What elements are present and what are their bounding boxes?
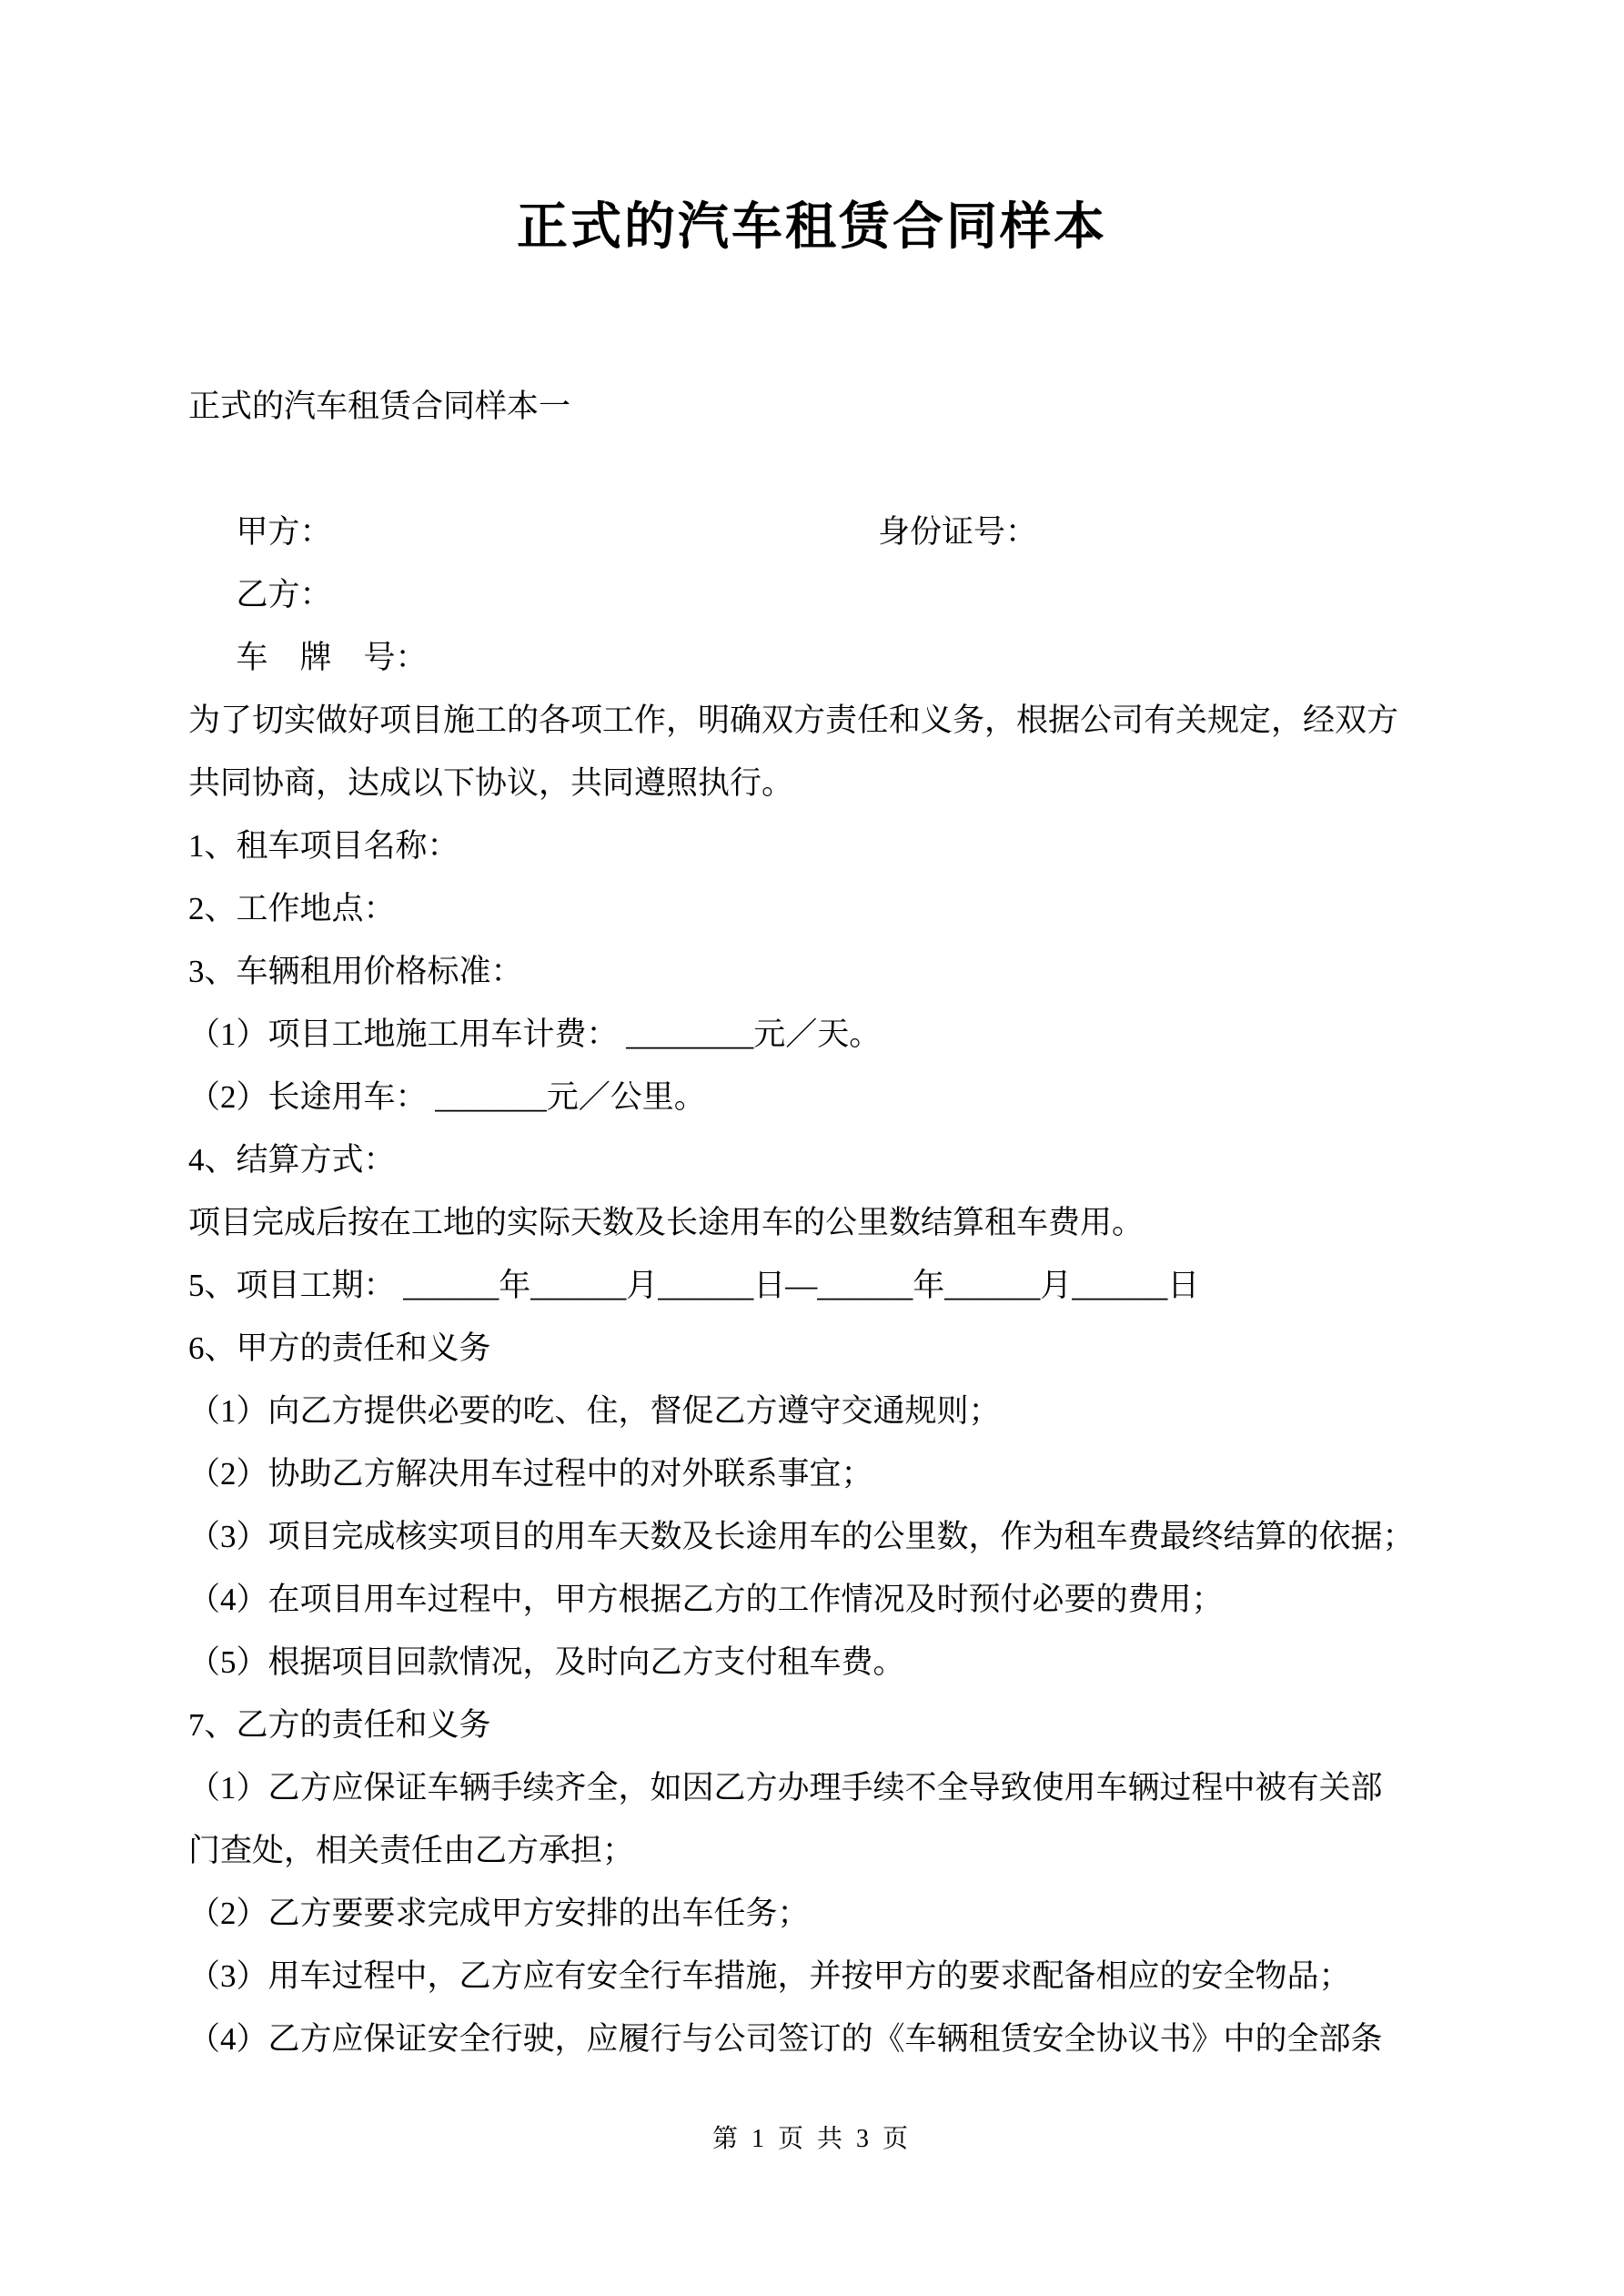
body-line: （1）向乙方提供必要的吃、住，督促乙方遵守交通规则； — [188, 1393, 1001, 1429]
body-line: （3）项目完成核实项目的用车天数及长途用车的公里数，作为租车费最终结算的依据； — [188, 1519, 1415, 1554]
body-line: （3）用车过程中，乙方应有安全行车措施，并按甲方的要求配备相应的安全物品； — [188, 1958, 1351, 1994]
contract-body — [188, 375, 1526, 2070]
body-line: 2、工作地点： — [188, 891, 396, 926]
party-a-label: 甲方： — [236, 514, 332, 550]
body-line: 3、车辆租用价格标准： — [188, 954, 523, 989]
body-line: （4）乙方应保证安全行驶，应履行与公司签订的《车辆租赁安全协议书》中的全部条 — [188, 2021, 1383, 2057]
id-number-label: 身份证号： — [878, 514, 1038, 550]
body-line: 项目完成后按在工地的实际天数及长途用车的公里数结算租车费用。 — [188, 1205, 1145, 1240]
plate-number-line — [188, 563, 1526, 675]
party-b-label: 乙方： — [236, 577, 332, 612]
body-line: （2）长途用车： _______元／公里。 — [188, 1079, 706, 1115]
body-line: 1、租车项目名称： — [188, 828, 459, 864]
party-b-line — [188, 501, 1526, 612]
plate-number-label: 车 牌 号： — [236, 640, 428, 675]
body-line: （4）在项目用车过程中，甲方根据乙方的工作情况及时预付必要的费用； — [188, 1582, 1224, 1617]
page-number-footer: 第 1 页 共 3 页 — [711, 2125, 912, 2153]
body-line: 7、乙方的责任和义务 — [188, 1707, 491, 1743]
body-line: 门查处，相关责任由乙方承担； — [188, 1833, 635, 1868]
body-line: 为了切实做好项目施工的各项工作，明确双方责任和义务，根据公司有关规定，经双方 — [188, 703, 1399, 738]
body-line: 4、结算方式： — [188, 1142, 396, 1178]
body-line: 5、项目工期： ______年______月______日—______年______月______日 — [188, 1268, 1200, 1303]
body-line: （2）协助乙方解决用车过程中的对外联系事宜； — [188, 1456, 873, 1492]
body-line: （1）乙方应保证车辆手续齐全，如因乙方办理手续不全导致使用车辆过程中被有关部 — [188, 1770, 1383, 1805]
body-line: （1）项目工地施工用车计费： ________元／天。 — [188, 1017, 882, 1052]
body-line: （5）根据项目回款情况，及时向乙方支付租车费。 — [188, 1644, 905, 1680]
body-line: （2）乙方要要求完成甲方安排的出车任务； — [188, 1896, 810, 1931]
subtitle: 正式的汽车租赁合同样本一 — [188, 389, 571, 424]
body-line: 6、甲方的责任和义务 — [188, 1330, 491, 1366]
body-line: 共同协商，达成以下协议，共同遵照执行。 — [188, 765, 794, 801]
page-title: 正式的汽车租赁合同样本 — [517, 199, 1107, 256]
